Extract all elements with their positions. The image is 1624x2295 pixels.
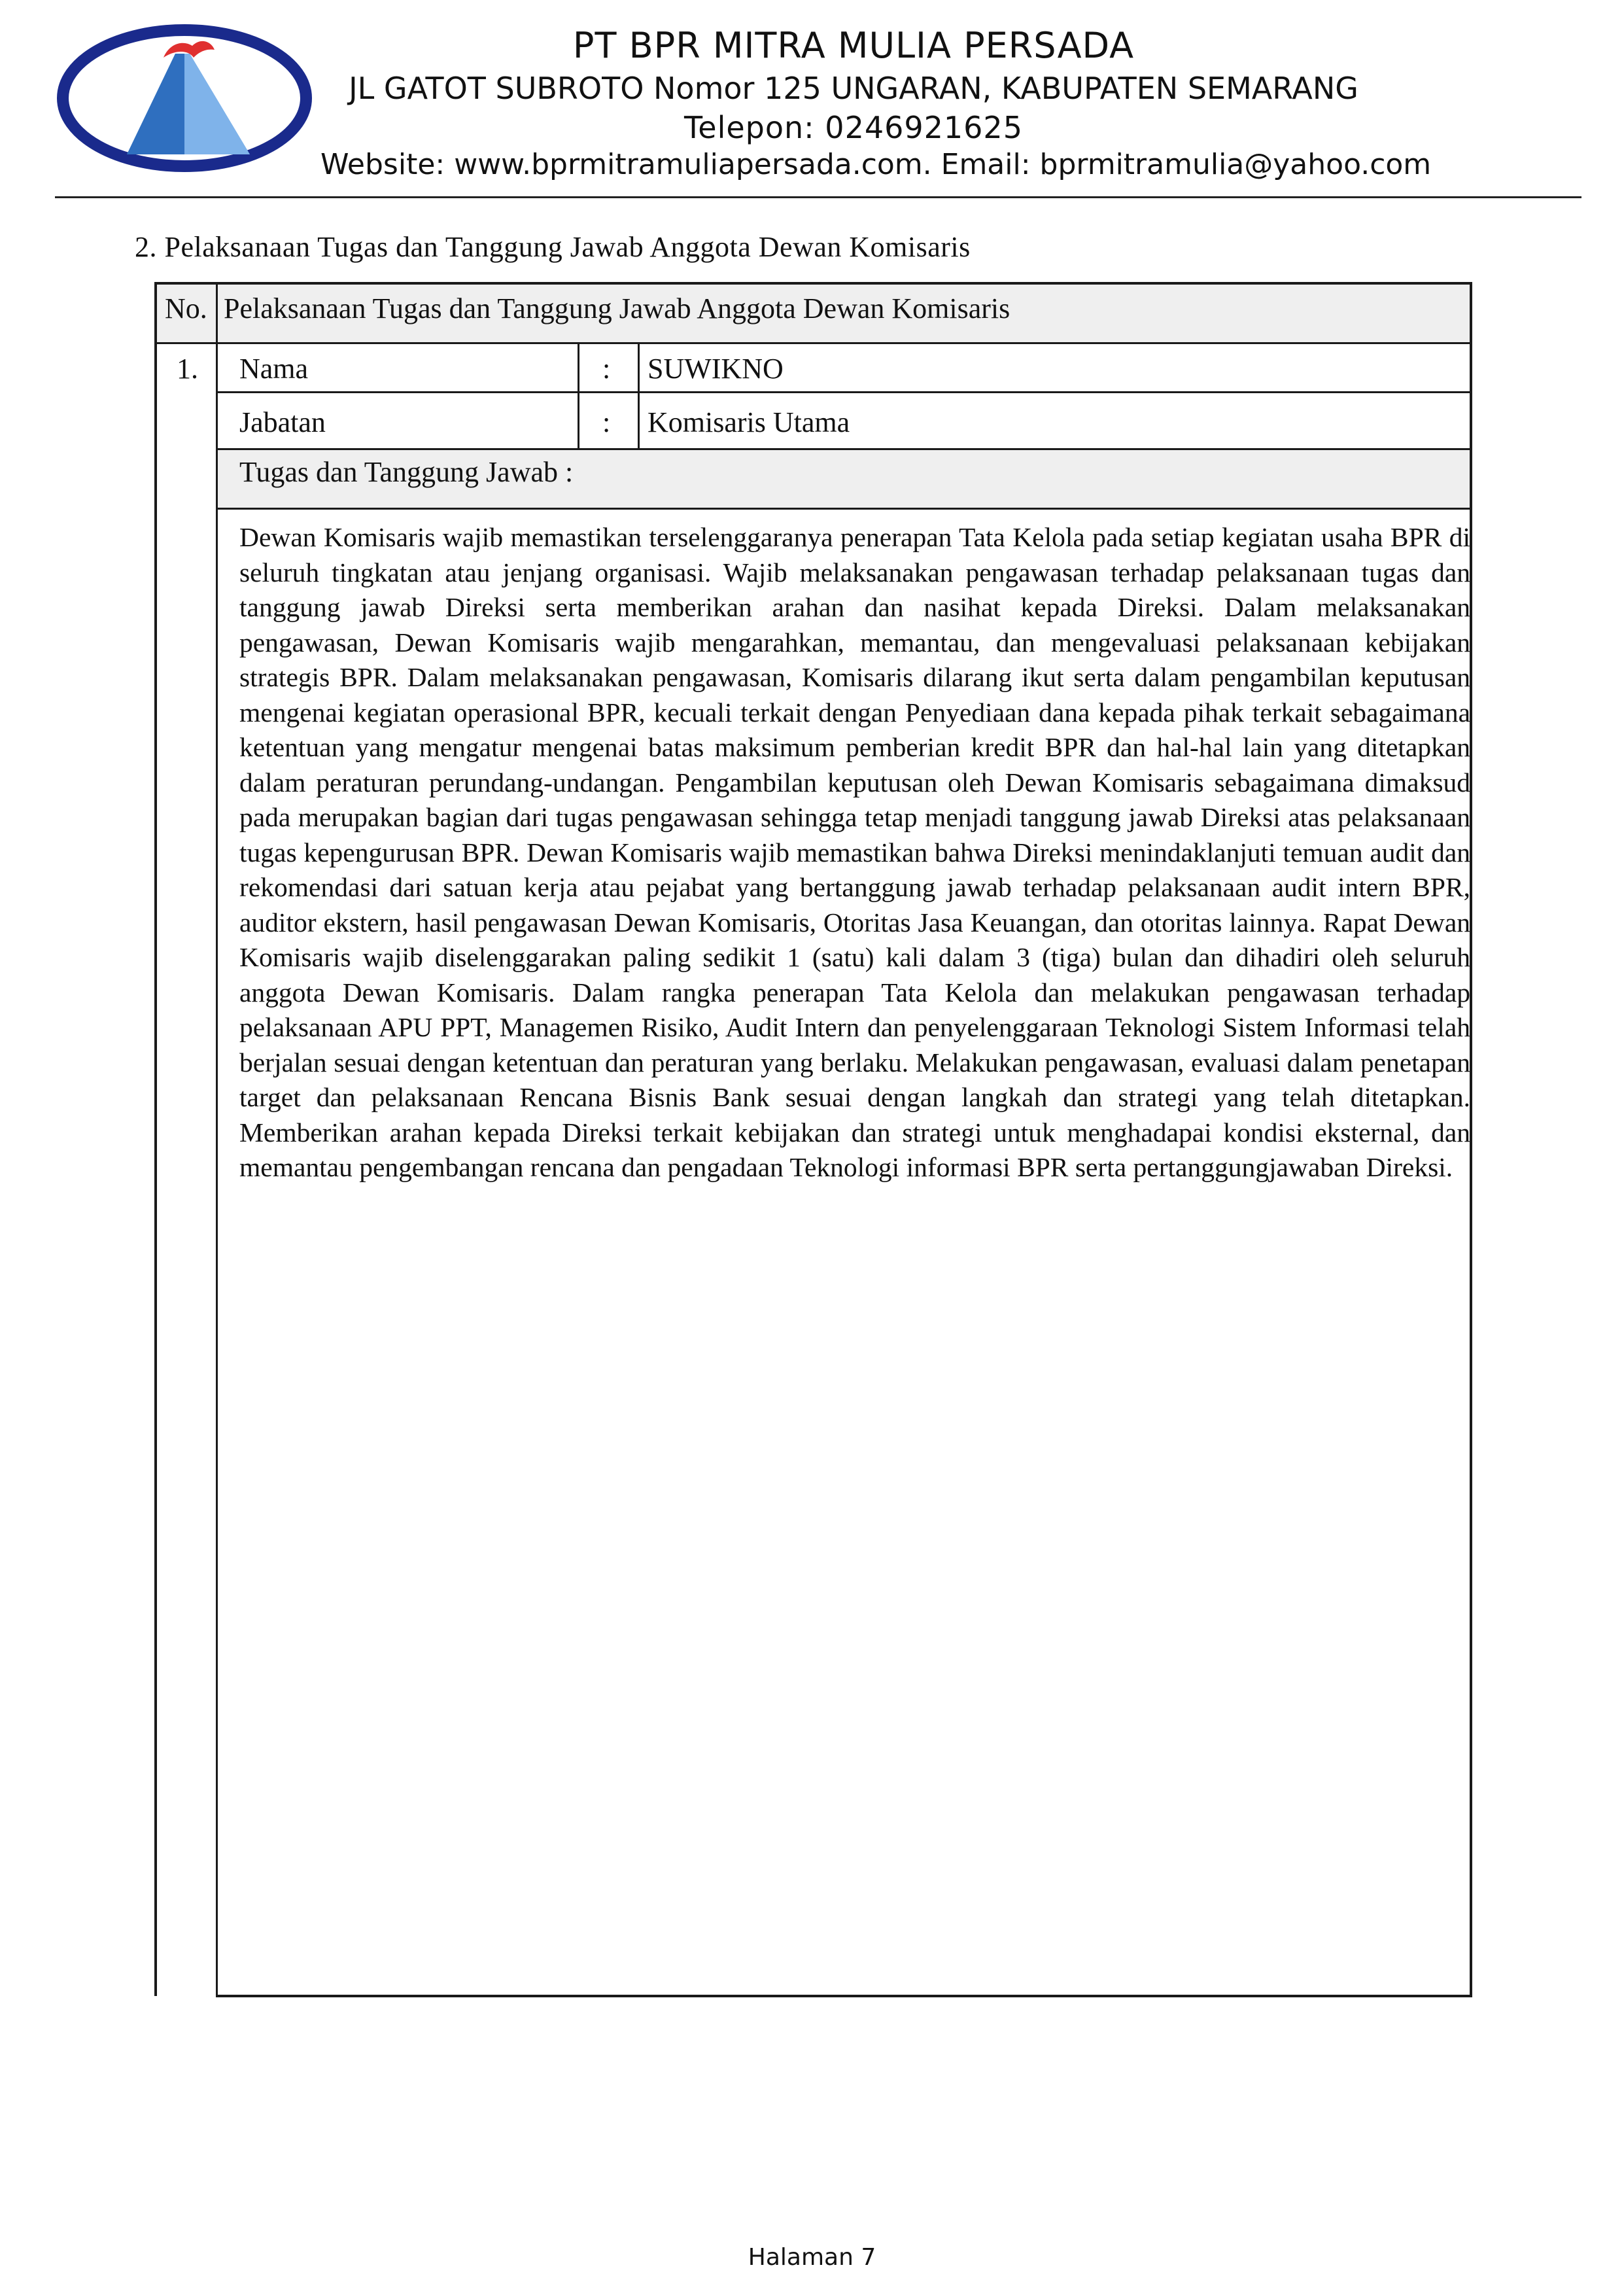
nama-separator: :	[602, 353, 611, 385]
inner-border-left	[216, 342, 218, 1997]
jabatan-separator: :	[602, 406, 611, 438]
table-header-no: No.	[165, 292, 207, 324]
label-colon-divider	[578, 342, 579, 450]
jabatan-row-bottom	[216, 448, 1472, 450]
table-border-bottom	[216, 1995, 1472, 1997]
colon-value-divider	[638, 342, 640, 450]
jabatan-label: Jabatan	[239, 406, 326, 438]
table-header-title: Pelaksanaan Tugas dan Tanggung Jawab Anggota Dewan Komisaris	[224, 292, 1011, 324]
nama-label: Nama	[239, 353, 309, 385]
table-header-bottom	[154, 342, 1472, 344]
row-number: 1.	[177, 353, 198, 385]
table-header-divider	[216, 282, 218, 344]
company-logo	[54, 20, 315, 177]
jabatan-value: Komisaris Utama	[648, 406, 850, 438]
company-website-email: Website: www.bprmitramuliapersada.com. Email: bprmitramulia@yahoo.com	[320, 148, 1432, 181]
section-title: 2. Pelaksanaan Tugas dan Tanggung Jawab Anggota Dewan Komisaris	[135, 231, 971, 263]
header-divider	[55, 196, 1581, 198]
tugas-description: Dewan Komisaris wajib memastikan terselenggaranya penerapan Tata Kelola pada setiap kegiatan usaha BPR di seluruh tingkatan atau jenjang organisasi. Wajib melaksanakan pengawasan terhadap pelaksanaan tugas dan tanggung jawab Direksi serta memberikan arahan dan nasihat kepada Direksi. Dalam melaksanakan pengawasan, Dewan Komisaris wajib mengarahkan, memantau, dan mengevaluasi pelaksanaan kebijakan strategis BPR. Dalam melaksanakan pengawasan, Komisaris dilarang ikut serta dalam pengambilan keputusan mengenai kegiatan operasional BPR, kecuali terkait dengan Penyediaan dana kepada pihak terkait sebagaimana ketentuan yang mengatur mengenai batas maksimum pemberian kredit BPR dan hal-hal lain yang ditetapkan dalam peraturan perundang-undangan. Pengambilan keputusan oleh Dewan Komisaris sebagaimana dimaksud pada merupakan bagian dari tugas pengawasan sehingga tetap menjadi tanggung jawab Direksi atas pelaksanaan tugas kepengurusan BPR. Dewan Komisaris wajib memastikan bahwa Direksi menindaklanjuti temuan audit dan rekomendasi dari satuan kerja atau pejabat yang bertanggung jawab terhadap pelaksanaan audit intern BPR, auditor ekstern, hasil pengawasan Dewan Komisaris, Otoritas Jasa Keuangan, dan otoritas lainnya. Rapat Dewan Komisaris wajib diselenggarakan paling sedikit 1 (satu) kali dalam 3 (tiga) bulan dan dihadiri oleh seluruh anggota Dewan Komisaris. Dalam rangka penerapan Tata Kelola dan melakukan pengawasan terhadap pelaksanaan APU PPT, Managemen Risiko, Audit Intern dan penyelenggaraan Teknologi Sistem Informasi telah berjalan sesuai dengan ketentuan dan peraturan yang berlaku. Melakukan pengawasan, evaluasi dalam penetapan target dan pelaksanaan Rencana Bisnis Bank sesuai dengan langkah dan strategi yang telah ditetapkan. Memberikan arahan kepada Direksi terkait kebijakan dan strategi untuk menghadapai kondisi eksternal, dan memantau pengembangan rencana dan pengadaan Teknologi informasi BPR serta pertanggungjawaban Direksi.	[239, 522, 1470, 1182]
company-address: JL GATOT SUBROTO Nomor 125 UNGARAN, KABUPATEN SEMARANG	[349, 71, 1358, 106]
company-name: PT BPR MITRA MULIA PERSADA	[572, 25, 1135, 66]
nama-row-bottom	[216, 391, 1472, 393]
table-border-left	[154, 282, 157, 1996]
table-border-top	[154, 282, 1472, 285]
company-phone: Telepon: 0246921625	[684, 110, 1023, 145]
tugas-label: Tugas dan Tanggung Jawab :	[239, 456, 574, 488]
nama-value: SUWIKNO	[648, 353, 784, 385]
page-number: Halaman 7	[748, 2244, 876, 2271]
tugas-label-bottom	[216, 508, 1472, 510]
